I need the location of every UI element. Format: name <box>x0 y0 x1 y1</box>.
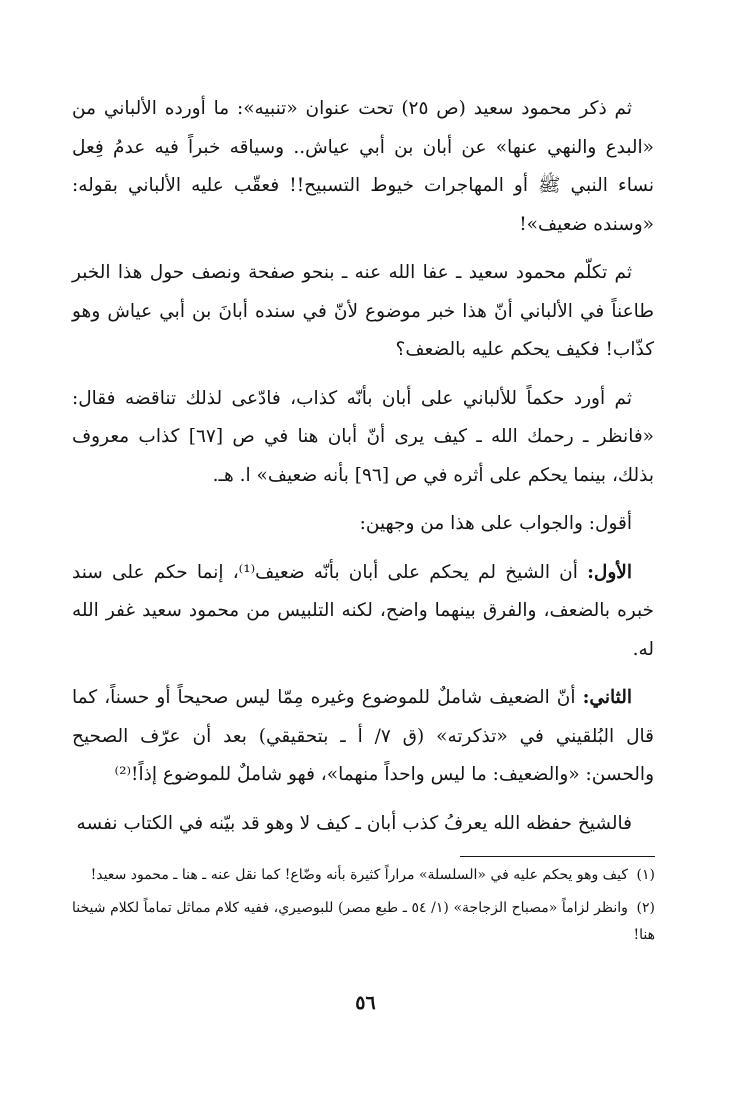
footnotes <box>72 862 655 955</box>
paragraph-label: الأول: <box>587 561 632 583</box>
paragraph-label: الثاني: <box>582 687 632 708</box>
paragraph-2 <box>72 254 654 370</box>
paragraph-text: أن الشيخ لم يحكم على أبان بأنّه ضعيف⁽¹⁾، إنما حكم على سند خبره بالضعف، والفرق بينهما واضح، لكنه التلبيس من محمود سعيد غفر الله له. <box>72 561 654 660</box>
footnote-text: كيف وهو يحكم عليه في «السلسلة» مراراً كثيرة بأنه وضّاع! كما نقل عنه ـ هنا ـ محمود سعيد! <box>90 867 629 883</box>
paragraph-text: أقول: والجواب على هذا من وجهين: <box>359 513 632 534</box>
footnote-number: (١) <box>636 867 655 883</box>
paragraph-text: ثم ذكر محمود سعيد (ص ٢٥) تحت عنوان «تنبيه»: ما أورده الألباني من «البدع والنهي عنها» عن أبان بن أبي عياش.. وسياقه خبراً فيه عدمُ فِعل نساء النبي ﷺ أو المهاجرات خيوط التسبيح!! فعقّب عليه الألباني بقوله: «وسنده ضعيف»! <box>72 98 654 235</box>
paragraph-text: ثم تكلّم محمود سعيد ـ عفا الله عنه ـ بنحو صفحة ونصف حول هذا الخبر طاعناً في الألباني أنّ هذا خبر موضوع لأنّ في سنده أبانَ بن أبي عياش وهو كذّاب! فكيف يحكم عليه بالضعف؟ <box>72 262 654 360</box>
footnote-text: وانظر لزاماً «مصباح الزجاجة» (١/ ٥٤ ـ طبع مصر) للبوصيري، ففيه كلام مماثل تماماً لكلام شيخنا هنا! <box>72 900 655 943</box>
paragraph-3 <box>72 380 654 496</box>
page-number: ٥٦ <box>355 992 376 1014</box>
footnote-2 <box>72 895 655 949</box>
paragraph-4 <box>72 505 654 544</box>
footnote-divider <box>460 856 655 857</box>
paragraph-6 <box>72 679 654 795</box>
paragraph-1 <box>72 90 654 244</box>
footnote-1 <box>72 862 655 889</box>
paragraph-5 <box>72 554 654 670</box>
paragraph-text: أنّ الضعيف شاملٌ للموضوع وغيره مِمّا ليس صحيحاً أو حسناً، كما قال البُلقيني في «تذكرته» (ق ٧/ أ ـ بتحقيقي) بعد أن عرّف الصحيح والحسن: «والضعيف: ما ليس واحداً منهما»، فهو شاملٌ للموضوع إذاً!⁽²⁾ <box>72 687 654 785</box>
footnote-number: (٢) <box>636 900 656 916</box>
paragraph-7 <box>72 805 654 844</box>
paragraph-text: ثم أورد حكماً للألباني على أبان بأنّه كذاب، فادّعى لذلك تناقضه فقال: «فانظر ـ رحمك الله ـ كيف يرى أنّ أبان هنا في ص [٦٧] كذاب معروف بذلك، بينما يحكم على أثره في ص [٩٦] بأنه ضعيف» ا. هـ. <box>72 387 654 486</box>
paragraph-text: فالشيخ حفظه الله يعرفُ كذب أبان ـ كيف لا وهو قد بيّنه في الكتاب نفسه <box>76 812 632 834</box>
main-text <box>72 90 654 853</box>
